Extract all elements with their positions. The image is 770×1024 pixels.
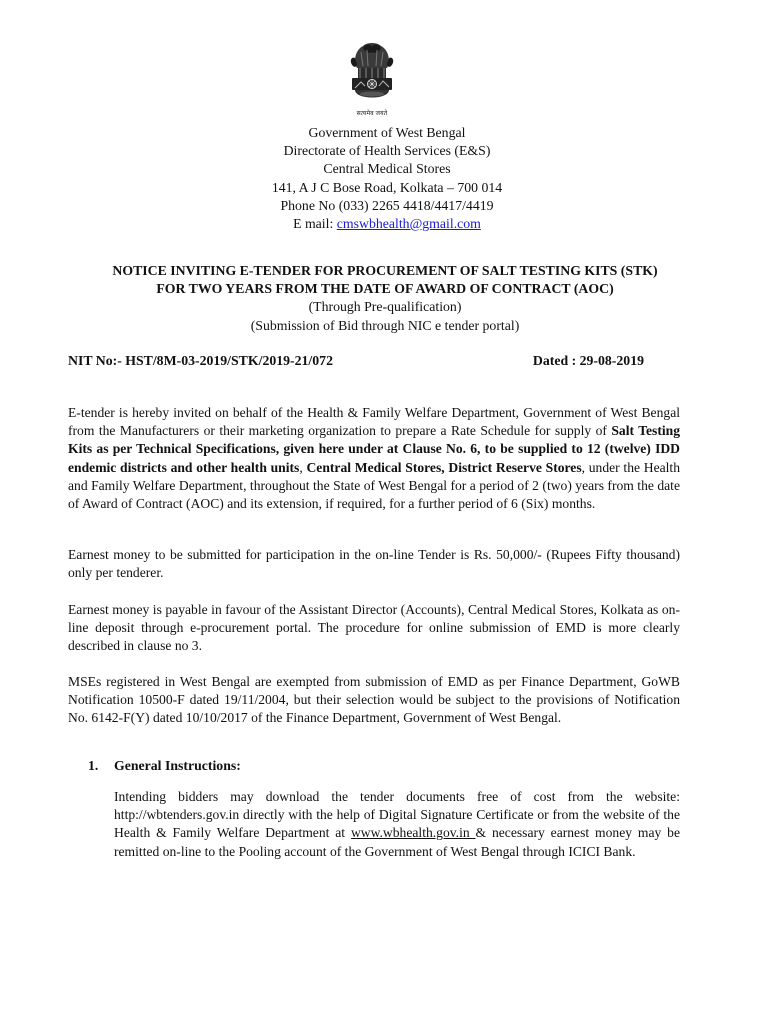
notice-title-line2: FOR TWO YEARS FROM THE DATE OF AWARD OF CONTRACT (AOC) xyxy=(156,281,614,297)
header-office: Central Medical Stores xyxy=(323,161,451,177)
invitation-comma: , xyxy=(299,459,307,475)
nit-number: NIT No:- HST/8M-03-2019/STK/2019-21/072 xyxy=(68,353,333,368)
header-phone: Phone No (033) 2265 4418/4417/4419 xyxy=(280,197,494,213)
header-government: Government of West Bengal xyxy=(308,125,466,140)
paragraph-general-instructions xyxy=(114,788,680,861)
notice-subtitle-prequal: (Through Pre-qualification) xyxy=(308,299,462,315)
section-title: General Instructions: xyxy=(114,758,241,773)
paragraph-emd-payment: Earnest money is payable in favour of the Assistant Director (Accounts), Central Medical Stores, Kolkata as on-line deposit through e-procurement portal. The procedure for online submission of EMD is more clearly described in clause no 3. xyxy=(68,602,680,654)
email-label: E mail: xyxy=(293,216,337,232)
nit-date: Dated : 29-08-2019 xyxy=(532,353,644,368)
state-emblem xyxy=(343,38,401,120)
notice-title-line1: NOTICE INVITING E-TENDER FOR PROCUREMENT OF SALT TESTING KITS (STK) xyxy=(112,263,658,278)
paragraph-invitation xyxy=(68,404,680,513)
wbhealth-link[interactable]: www.wbhealth.gov.in xyxy=(350,825,476,841)
header-address: 141, A J C Bose Road, Kolkata – 700 014 xyxy=(271,179,503,195)
invitation-stores-bold: Central Medical Stores, District Reserve Stores xyxy=(306,459,582,475)
paragraph-mse-exemption: MSEs registered in West Bengal are exempted from submission of EMD as per Finance Department, GoWB Notification 10500-F dated 19/11/2004, but their selection would be subject to the provisions of Notification No. 6142-F(Y) dated 10/10/2017 of the Finance Department, Government of West Bengal. xyxy=(68,674,680,726)
emblem-motto: सत्यमेव जयते xyxy=(356,111,388,117)
header-email-line xyxy=(4,215,770,233)
invitation-item-bold: Salt Testing Kits as per Technical Specifications, given here under at Clause No. 6, to be supplied to 12 (twelve) IDD endemic districts and other health units xyxy=(68,423,680,475)
instructions-text-end: & necessary earnest money may be remitted on-line to the Pooling account of the Government of West Bengal through ICICI Bank. xyxy=(114,825,681,859)
instructions-text: Intending bidders may download the tender documents free of cost from the website: http://wbtenders.gov.in directly with the help of Digital Signature Certificate or from the website of the Health & Family Welfare Department at xyxy=(114,789,680,841)
notice-title-block xyxy=(0,262,770,335)
section-number: 1. xyxy=(88,758,99,773)
invitation-text-end: , under the Health and Family Welfare Department, throughout the State of West Bengal for a period of 2 (two) years from the date of Award of Contract (AOC) and its extension, if required, for a further period of 6 (Six) months. xyxy=(68,459,680,512)
invitation-text: E-tender is hereby invited on behalf of the Health & Family Welfare Department, Government of West Bengal from the Manufacturers or their marketing organization to prepare a Rate Schedule for supply of xyxy=(68,405,680,439)
email-link[interactable]: cmswbhealth@gmail.com xyxy=(336,216,481,232)
office-header xyxy=(0,124,770,233)
section-heading-general-instructions xyxy=(88,757,241,775)
notice-subtitle-portal: (Submission of Bid through NIC e tender portal) xyxy=(250,317,520,333)
header-directorate: Directorate of Health Services (E&S) xyxy=(283,143,491,159)
lion-capital-icon xyxy=(343,38,401,110)
paragraph-earnest-money: Earnest money to be submitted for participation in the on-line Tender is Rs. 50,000/- (Rupees Fifty thousand) only per tenderer. xyxy=(68,547,680,581)
